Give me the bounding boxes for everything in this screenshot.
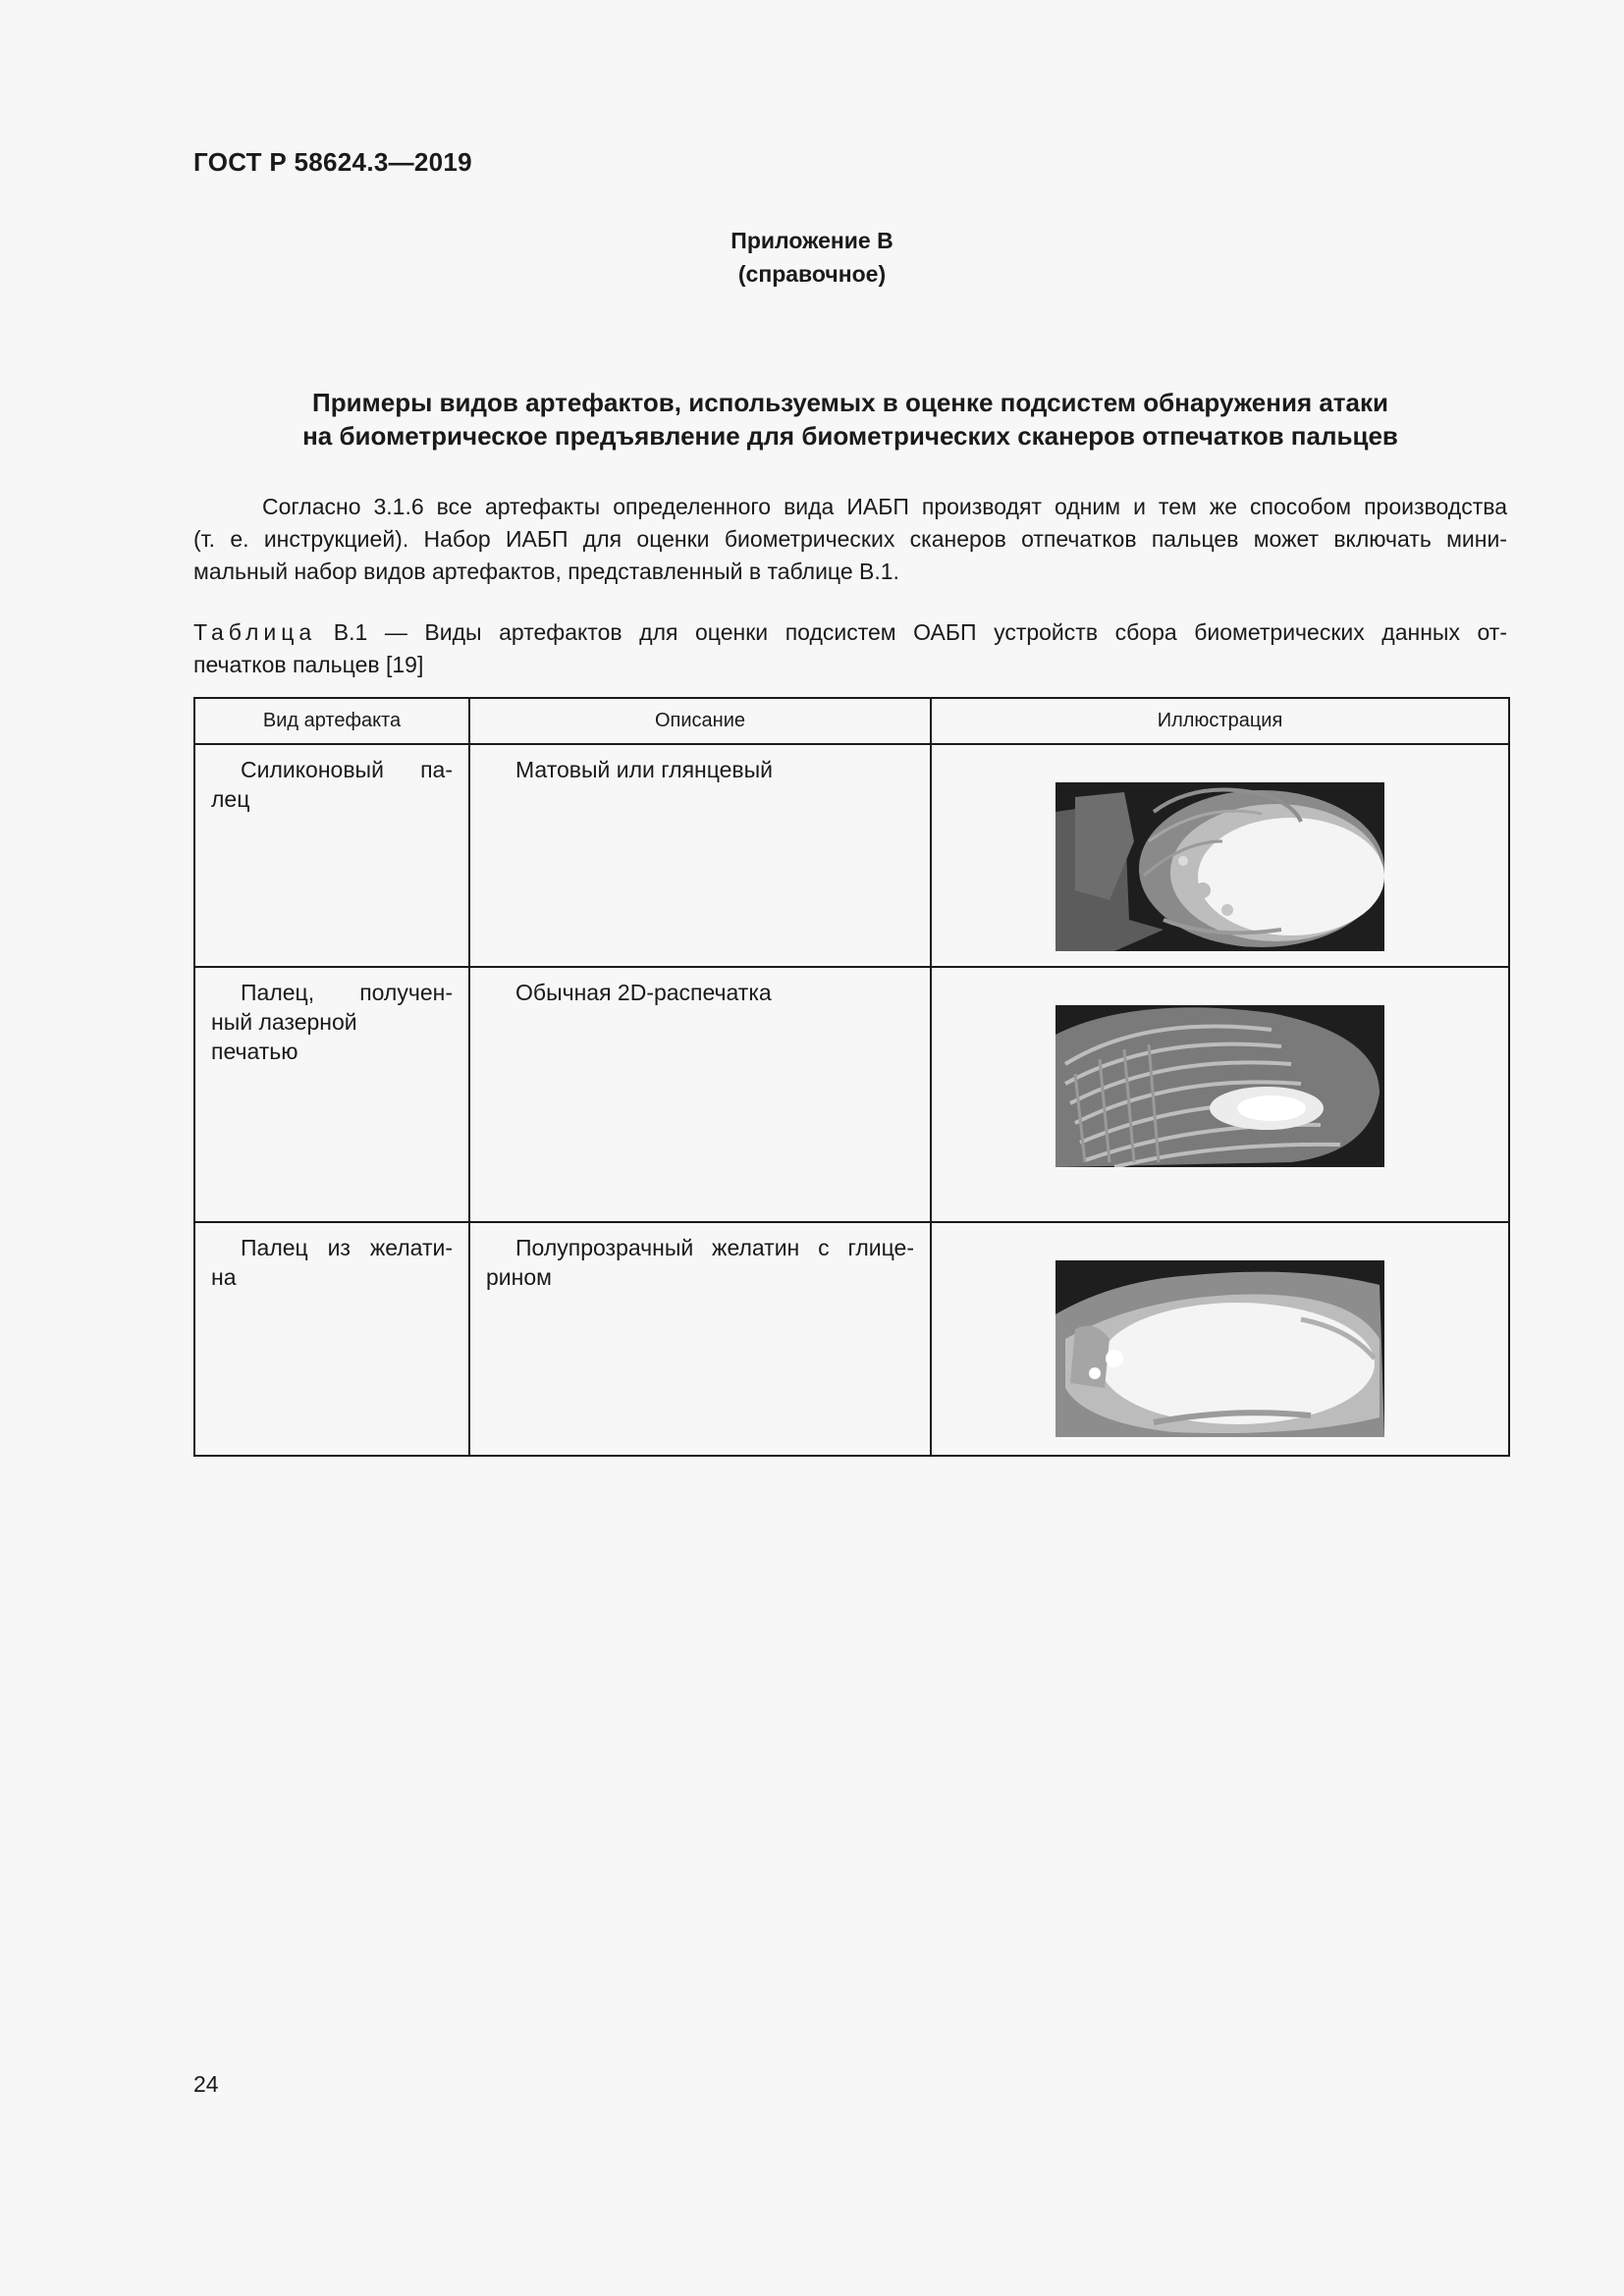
laser-print-fingerprint-image [1056,1005,1384,1167]
artifact-type-line1: Силиконовый па- [241,757,453,782]
artifact-type-line2: ный лазерной [211,1009,357,1035]
artifact-type-line2: лец [211,786,250,812]
standard-designation: ГОСТ Р 58624.3—2019 [193,147,472,177]
intro-line3: мальный набор видов артефактов, представленный в таблице В.1. [193,559,899,584]
description-cell [469,967,931,1222]
page-number: 24 [193,2071,219,2097]
intro-paragraph [193,491,1507,588]
artifact-type-cell [194,744,469,967]
description-line1: Полупрозрачный желатин с глице- [515,1235,914,1260]
intro-line1: Согласно 3.1.6 все артефакты определенного вида ИАБП производят одним и тем же способом производства [262,494,1507,519]
table-row [194,967,1509,1222]
illustration-cell [931,744,1509,967]
table-caption-label: Таблица [193,619,317,645]
table-header-row [194,698,1509,744]
silicone-fingerprint-image [1056,782,1384,951]
intro-line2: (т. е. инструкцией). Набор ИАБП для оценки биометрических сканеров отпечатков пальцев может включать мини- [193,526,1507,552]
artifact-type-line1: Палец из желати- [241,1235,453,1260]
artifact-type-line1: Палец, получен- [241,980,453,1005]
artifact-type-cell [194,1222,469,1456]
column-header-type: Вид артефакта [194,698,469,744]
table-row [194,1222,1509,1456]
description-text: Матовый или глянцевый [515,757,774,782]
illustration-cell [931,967,1509,1222]
description-cell [469,1222,931,1456]
table-row [194,744,1509,967]
table-caption-line2: печатков пальцев [19] [193,652,424,677]
artifacts-table [193,697,1510,1457]
description-line2: рином [486,1264,552,1290]
description-cell [469,744,931,967]
table-caption-text: В.1 — Виды артефактов для оценки подсистем ОАБП устройств сбора биометрических данных от- [316,619,1507,645]
table-caption [193,616,1507,681]
gelatin-fingerprint-image [1056,1260,1384,1437]
annex-label: Приложение В [731,228,893,253]
table-caption-line1 [193,616,1507,649]
artifact-type-line3: печатью [211,1039,298,1064]
annex-title-line2: на биометрическое предъявление для биометрических сканеров отпечатков пальцев [302,421,1398,451]
artifact-type-line2: на [211,1264,237,1290]
annex-heading [0,224,1624,291]
annex-status: (справочное) [737,261,887,287]
column-header-description: Описание [469,698,931,744]
annex-title [193,386,1507,453]
description-text: Обычная 2D-распечатка [515,980,772,1005]
column-header-illustration: Иллюстрация [931,698,1509,744]
annex-title-line1: Примеры видов артефактов, используемых в оценке подсистем обнаружения атаки [312,388,1388,417]
artifact-type-cell [194,967,469,1222]
illustration-cell [931,1222,1509,1456]
